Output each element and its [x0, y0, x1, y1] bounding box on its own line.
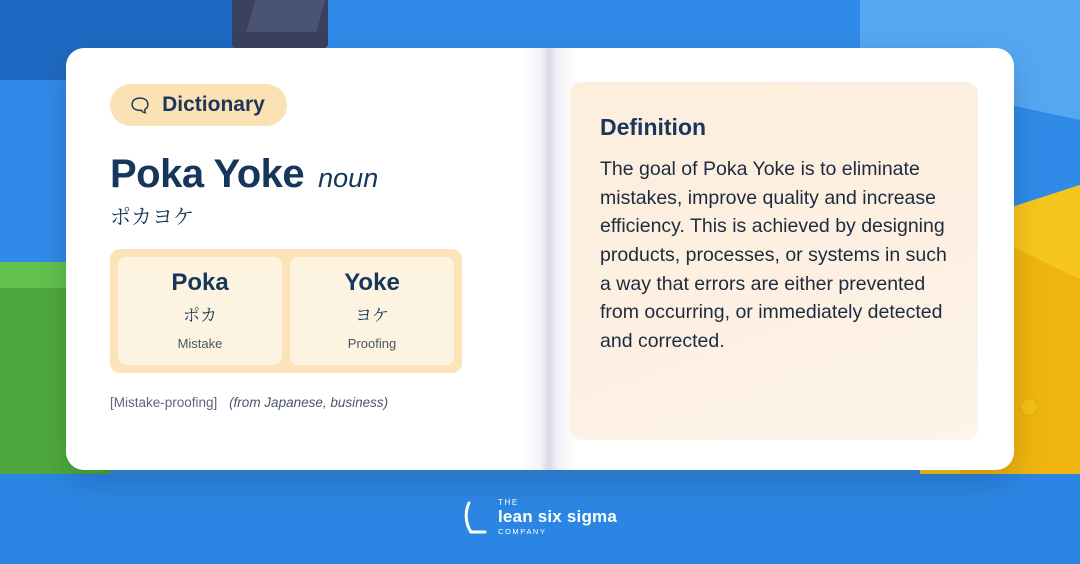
word-part-kana: ポカ [183, 306, 217, 325]
dictionary-badge-label: Dictionary [162, 93, 265, 116]
logo-wordmark [498, 499, 617, 536]
entry-footnote [110, 395, 536, 410]
logo-line-company: COMPANY [497, 527, 547, 536]
dictionary-badge [110, 84, 287, 126]
translation-note: [Mistake-proofing] [110, 395, 218, 410]
word-part-cell [290, 257, 454, 365]
headword: Poka Yoke [110, 152, 305, 196]
definition-text: The goal of Poka Yoke is to eliminate mistakes, improve quality and increase efficiency. This is achieved by designing products, processes, or systems in such a way that errors are either prevented from occurring, or immediately detected and corrected. [600, 158, 947, 352]
company-logo [0, 499, 1080, 536]
word-parts-box [110, 249, 462, 373]
logo-mark-icon [463, 501, 489, 535]
definition-title: Definition [600, 114, 707, 140]
word-part-meaning: Mistake [177, 336, 223, 351]
word-part-kana: ヨケ [355, 306, 389, 325]
logo-line-the: THE [497, 498, 519, 508]
word-part-cell [118, 257, 282, 365]
part-of-speech: noun [318, 163, 379, 193]
headword-kana: ポカヨケ [110, 206, 194, 229]
definition-pane [570, 82, 978, 440]
logo-line-name: lean six sigma [497, 507, 618, 527]
word-part-meaning: Proofing [347, 336, 397, 351]
word-part-romaji: Poka [171, 269, 229, 296]
entry-pane [66, 48, 536, 470]
word-part-romaji: Yoke [344, 269, 400, 296]
headword-row [110, 152, 536, 197]
speech-bubble-icon: 🗨 [128, 95, 153, 117]
origin-note: (from Japanese, business) [229, 395, 389, 410]
dictionary-card [66, 48, 1014, 470]
definition-box [570, 82, 978, 440]
